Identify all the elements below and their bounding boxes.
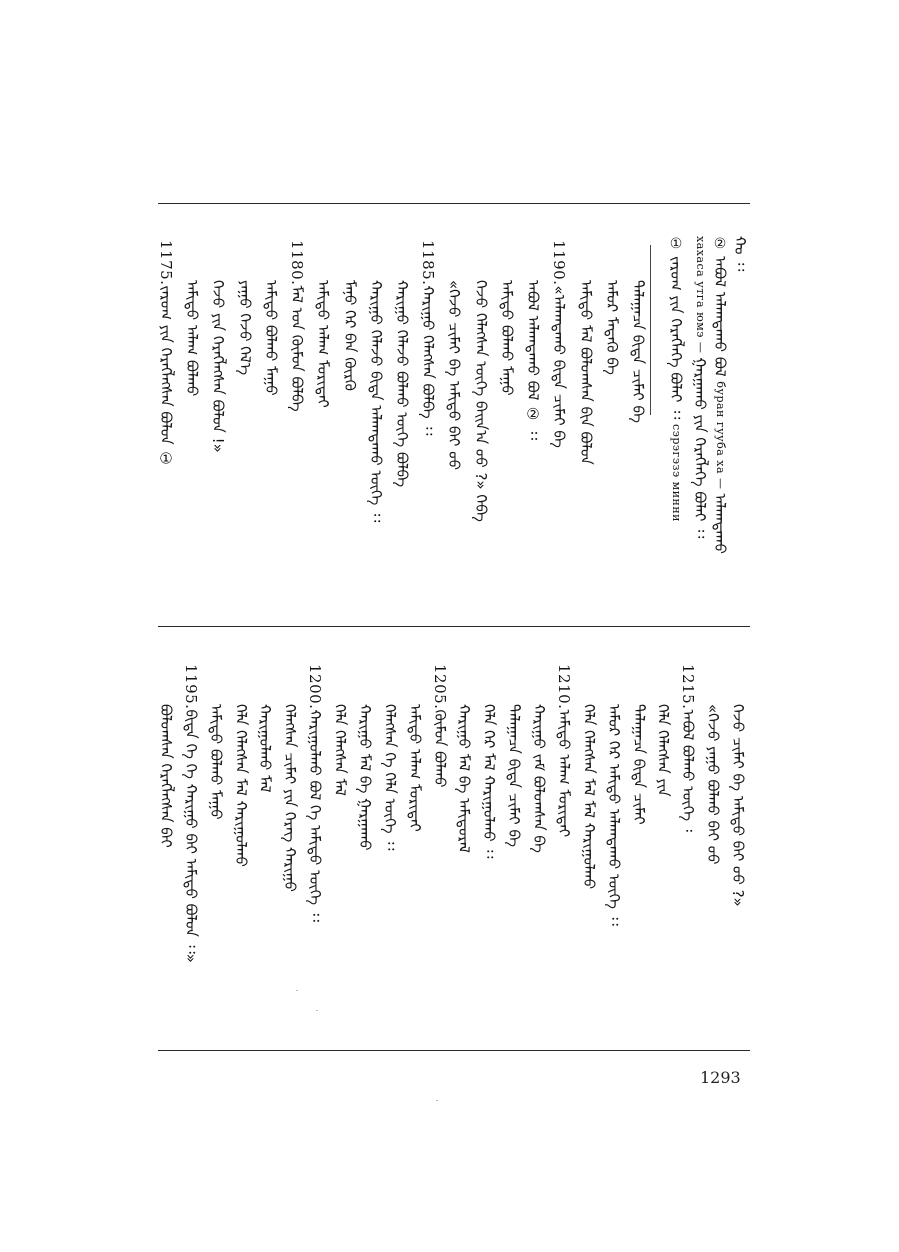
footnote-marker: ① [668, 236, 684, 252]
verse-text: ᠠᠮᠢᠳᠤ ᠪᠣᠯᠬᠤ ᠮᠠᠭᠤ [262, 280, 280, 396]
line-number: 1180. [288, 240, 306, 286]
top-rule [158, 203, 750, 204]
verse-text: ᠠᠪᠤᠯ ᠠᠯᠠᠭᠳᠠᠬᠤ ᠪᠣᠯ ② ᠄᠄ [524, 280, 542, 441]
verse-text: ᠪᠣᠯᠤᠭᠰᠠᠨ ᠬᠡᠷᠡᠭᠯᠡᠭᠰᠡᠨ ᠪᠠᠢ [157, 704, 175, 848]
verse-line [257, 240, 285, 610]
verse-text: ᠠᠮᠢᠳᠤ ᠮᠠᠯ ᠪᠣᠯᠤᠭᠰᠠᠨ ᠪᠢᠨ ᠪᠣᠯᠤᠨ [577, 280, 595, 465]
verse-text: ᠬᠡᠯᠡ ᠬᠡᠯᠡᠭᠰᠡᠨ ᠶᠢᠨ [654, 704, 672, 797]
verse-text: ᠬᠡᠯᠡ ᠬᠡᠯᠡᠭᠰᠡᠨ ᠮᠠᠯ ᠮᠠᠯ ᠬᠠᠷᠢᠭᠤᠯᠬᠤ [580, 704, 598, 890]
scan-speck [316, 1010, 318, 1011]
verse-line [674, 664, 702, 1034]
verse-text: ᠬᠡᠯᠡᠭᠰᠡᠨ ᠴᠢᠮᠠᠢ ᠶᠢᠨ ᠬᠡᠷᠡᠭ ᠬᠠᠷᠢᠭᠤ [281, 704, 299, 892]
verse-line [467, 240, 495, 610]
verse-line [575, 664, 603, 1034]
verse-text: ᠮᠠᠨᠤ ᠭᠡᠷ ᠪᠡᠨ ᠬᠦᠷᠬᠦ [341, 280, 359, 391]
verse-line [450, 664, 478, 1034]
verse-line [301, 664, 329, 1034]
verse-text: ᠠᠮᠢᠳᠤ ᠪᠣᠯᠬᠤ ᠮᠠᠭᠤ [207, 704, 225, 820]
verse-line [699, 664, 727, 1034]
verse-line [600, 664, 628, 1034]
line-number: 1210. [555, 664, 573, 710]
verse-text: ᠠᠮᠤᠷ ᠭᠡᠷ ᠠᠮᠢᠳᠤ ᠠᠯᠠᠭᠳᠠᠬᠤ ᠦᠭᠡ ᠄᠄ [605, 704, 623, 926]
verse-text: ᠲᠠᠯᠠᠭᠠᠴᠠ ᠪᠢᠳᠡ ᠴᠢᠮᠠᠢ ᠪᠡ [505, 704, 523, 848]
footnote-marker: ② [712, 236, 728, 252]
verse-line [362, 240, 390, 610]
verse-line [500, 664, 528, 1034]
verse-line [519, 240, 547, 610]
verse-line [376, 664, 404, 1034]
verse-text: ᠮᠠᠯ ᠤᠨ ᠬᠦᠮᠦᠨ ᠪᠣᠯᠪᠠ [288, 285, 306, 412]
verse-line [493, 240, 521, 610]
verse-line [440, 240, 468, 610]
verse-text: ᠬᠠᠷᠢᠭᠤ ᠮᠠᠯ ᠪᠡ ᠭᠠᠷᠭᠠᠬᠤ [356, 704, 374, 851]
verse-text: ᠶᠠᠭᠤ ᠭᠡᠵᠦ ᠭᠡᠯ᠎ᠡ [236, 280, 254, 376]
line-number: 1205. [431, 664, 449, 710]
footnote-line: хахаса утга юмэ — ᠭᠠᠷᠭᠠᠬᠤ ᠶᠢᠨ ᠬᠡᠷᠡᠭᠯᠡᠭᠡ ᠪᠣᠯᠠᠢ ᠄᠄ [691, 236, 709, 539]
verse-line [336, 240, 364, 610]
verse-text: ᠬᠠᠷᠢᠭᠤ ᠮᠠᠯ ᠪᠡ ᠠᠮᠢᠳᠤᠷᠠᠯ [455, 704, 473, 853]
verse-text: ᠬᠡᠯᠡ ᠬᠡᠯᠡᠭᠰᠡᠨ ᠮᠠᠯ ᠬᠠᠷᠢᠭᠤᠯᠬᠤ [232, 704, 250, 867]
verse-line [598, 240, 626, 610]
footnote-line: ② ᠠᠪᠤᠯ ᠠᠯᠠᠭᠳᠠᠬᠤ ᠪᠣᠯ буран гууба ха — ᠠᠯᠠᠭᠳᠠᠬᠤ [711, 236, 729, 554]
verse-line [545, 240, 573, 610]
verse-text: ᠠᠪᠤᠯ ᠪᠣᠯᠬᠤ ᠦᠭᠡ ᠄ [679, 709, 697, 832]
scan-speck [436, 1100, 438, 1101]
verse-text: ᠠᠮᠢᠳᠤ ᠠᠯᠠᠭ ᠮᠣᠷᠢᠳᠠᠢ [555, 709, 573, 838]
verse-line [251, 664, 279, 1034]
verse-line [152, 664, 180, 1034]
verse-text: ᠭᠡᠵᠦ ᠶᠢᠨ ᠬᠡᠷᠡᠭᠯᠡᠭᠰᠡᠨ ᠪᠣᠯᠤᠨ !» [209, 280, 227, 453]
verse-line [649, 664, 677, 1034]
verse-line [550, 664, 578, 1034]
verse-line [625, 664, 653, 1034]
line-number: 1175. [157, 240, 175, 286]
verse-text: ᠭᠡᠵᠦ ᠬᠡᠯᠡᠭᠰᠡᠨ ᠦᠭᠡ ᠪᠠᠢᠨ᠎ᠠ ᠦᠦ ?» ᠭᠡᠪᠡ [472, 280, 490, 522]
verse-line [388, 240, 416, 610]
line-number: 1215. [679, 664, 697, 710]
line-number: 1200. [306, 664, 324, 710]
footnote-line: ᠬᠤ ᠄᠄ [731, 236, 749, 272]
line-number: 1195. [182, 664, 200, 710]
middle-rule [158, 626, 750, 627]
verse-text: ᠵᠠᠷᠤᠭ ᠶᠢᠨ ᠬᠡᠷᠡᠭᠯᠡᠭᠰᠡᠨ ᠪᠣᠯᠤᠨ ① [157, 285, 175, 468]
verse-text: ᠠᠮᠢᠳᠤ ᠠᠯᠠᠭ ᠪᠣᠯᠬᠤ [183, 280, 201, 397]
verse-text: ᠠᠮᠢᠳᠤ ᠠᠯᠠᠭ ᠮᠣᠷᠢᠳᠠᠢ [406, 704, 424, 832]
verse-text: ᠬᠡᠯᠡ ᠭᠡᠷ ᠮᠠᠯ ᠬᠠᠷᠢᠭᠤᠯᠬᠤ ᠄᠄ [480, 704, 498, 859]
verse-text: ᠭᠡᠵᠦ ᠴᠢᠮᠠᠢ ᠪᠡ ᠠᠮᠢᠳᠤ ᠪᠠᠢ ᠦᠦ ?» [729, 704, 747, 907]
verse-line [401, 664, 429, 1034]
verse-line [227, 664, 255, 1034]
verse-line [231, 240, 259, 610]
verse-text: ᠠᠮᠢᠳᠤ ᠠᠯᠠᠭ ᠮᠣᠷᠢᠳᠠᠢ [314, 280, 332, 408]
verse-line [326, 664, 354, 1034]
verse-line [525, 664, 553, 1034]
verse-text: ᠪᠢᠳᠡ ᠭᠡ ᠭᠡ ᠬᠠᠷᠢᠭᠤ ᠪᠠᠢ ᠠᠮᠢᠳᠤ ᠪᠣᠯᠤᠨ ᠄᠄» [182, 709, 200, 963]
verse-text: ᠬᠡᠯᠡᠭᠰᠡᠨ ᠭᠡ ᠬᠡᠯᠡ ᠦᠭᠡ ᠄᠄ [381, 704, 399, 851]
verse-line [276, 664, 304, 1034]
verse-line [426, 664, 454, 1034]
verse-text: ᠬᠠᠷᠢᠭᠤᠯᠬᠤ ᠮᠠᠯ [256, 704, 274, 793]
line-number: 1185. [419, 240, 437, 286]
bottom-rule [158, 1050, 750, 1051]
footnote-line: ① ᠵᠠᠷᠤᠭ ᠶᠢᠨ ᠬᠡᠷᠡᠭᠯᠡᠭᠡ ᠪᠣᠯᠠᠢ ᠄᠄ сэрэгэзэ минни [667, 236, 685, 523]
verse-text: ᠠᠮᠢᠳᠤ ᠪᠣᠯᠬᠤ ᠮᠠᠭᠤ [498, 280, 516, 396]
verse-line [204, 240, 232, 610]
verse-text: «ᠭᠡᠵᠦ ᠶᠠᠭᠤ ᠪᠣᠯᠬᠤ ᠪᠠᠢ ᠦᠦ [704, 704, 722, 865]
verse-line [309, 240, 337, 610]
verse-text: ᠬᠠᠷᠢᠭᠤ ᠬᠡᠯᠡᠵᠦ ᠪᠢᠳᠡ ᠠᠯᠠᠭᠳᠠᠬᠤ ᠦᠭᠡ ᠄᠄ [367, 280, 385, 523]
verse-text: «ᠭᠡᠵᠦ ᠴᠢᠮᠠᠢ ᠪᠡ ᠠᠮᠢᠳᠤ ᠪᠠᠢ ᠦᠦ [445, 280, 463, 470]
verse-line [178, 240, 206, 610]
verse-line [414, 240, 442, 610]
verse-line [202, 664, 230, 1034]
verse-text: ᠬᠠᠷᠢᠭᠤ ᠵᠠᠮ ᠪᠣᠯᠤᠭᠰᠠᠨ ᠪᠡ [530, 704, 548, 853]
line-number: 1190. [550, 240, 568, 286]
verse-line [351, 664, 379, 1034]
verse-text: ᠬᠠᠷᠢᠭᠤᠯᠬᠤ ᠪᠣᠯ ᠭᠡ ᠠᠮᠢᠳᠤ ᠦᠭᠡ ᠄᠄ [306, 709, 324, 922]
verse-line [177, 664, 205, 1034]
verse-text: «ᠠᠯᠠᠭᠳᠠᠬᠤ ᠪᠢᠳᠡ ᠴᠢᠮᠠᠢ ᠪᠡ [550, 285, 568, 448]
verse-text: ᠬᠠᠷᠢᠭᠤ ᠬᠡᠯᠡᠭᠰᠡᠨ ᠪᠣᠯᠪᠠ ᠄᠄ [419, 285, 437, 436]
verse-text: ᠬᠦᠮᠦᠨ ᠪᠣᠯᠬᠤ [431, 709, 449, 788]
scan-speck [296, 990, 298, 991]
verse-line [475, 664, 503, 1034]
verse-line [572, 240, 600, 610]
verse-line [724, 664, 752, 1034]
page-number: 1293 [700, 1068, 741, 1087]
verse-text: ᠠᠮᠤᠷ ᠮᠡᠳᠡᠬᠦ ᠪᠡ [603, 280, 621, 375]
verse-text: ᠲᠠᠯᠠᠭᠠᠴᠠ ᠪᠢᠳᠡ ᠴᠢᠮᠠᠢ ᠪᠡ [629, 280, 647, 424]
verse-line [283, 240, 311, 610]
verse-text: ᠲᠠᠯᠠᠭᠠᠴᠠ ᠪᠢᠳᠡ ᠴᠢᠮᠠᠢ [630, 704, 648, 825]
verse-text: ᠬᠡᠯᠡ ᠬᠡᠯᠡᠭᠰᠡᠨ ᠮᠠᠯ [331, 704, 349, 796]
verse-line [152, 240, 180, 610]
verse-text: ᠬᠠᠷᠢᠭᠤ ᠬᠡᠯᠡᠵᠦ ᠪᠣᠯᠬᠤ ᠦᠭᠡ ᠪᠣᠯᠪᠠ [393, 280, 411, 488]
verse-line [624, 240, 652, 610]
